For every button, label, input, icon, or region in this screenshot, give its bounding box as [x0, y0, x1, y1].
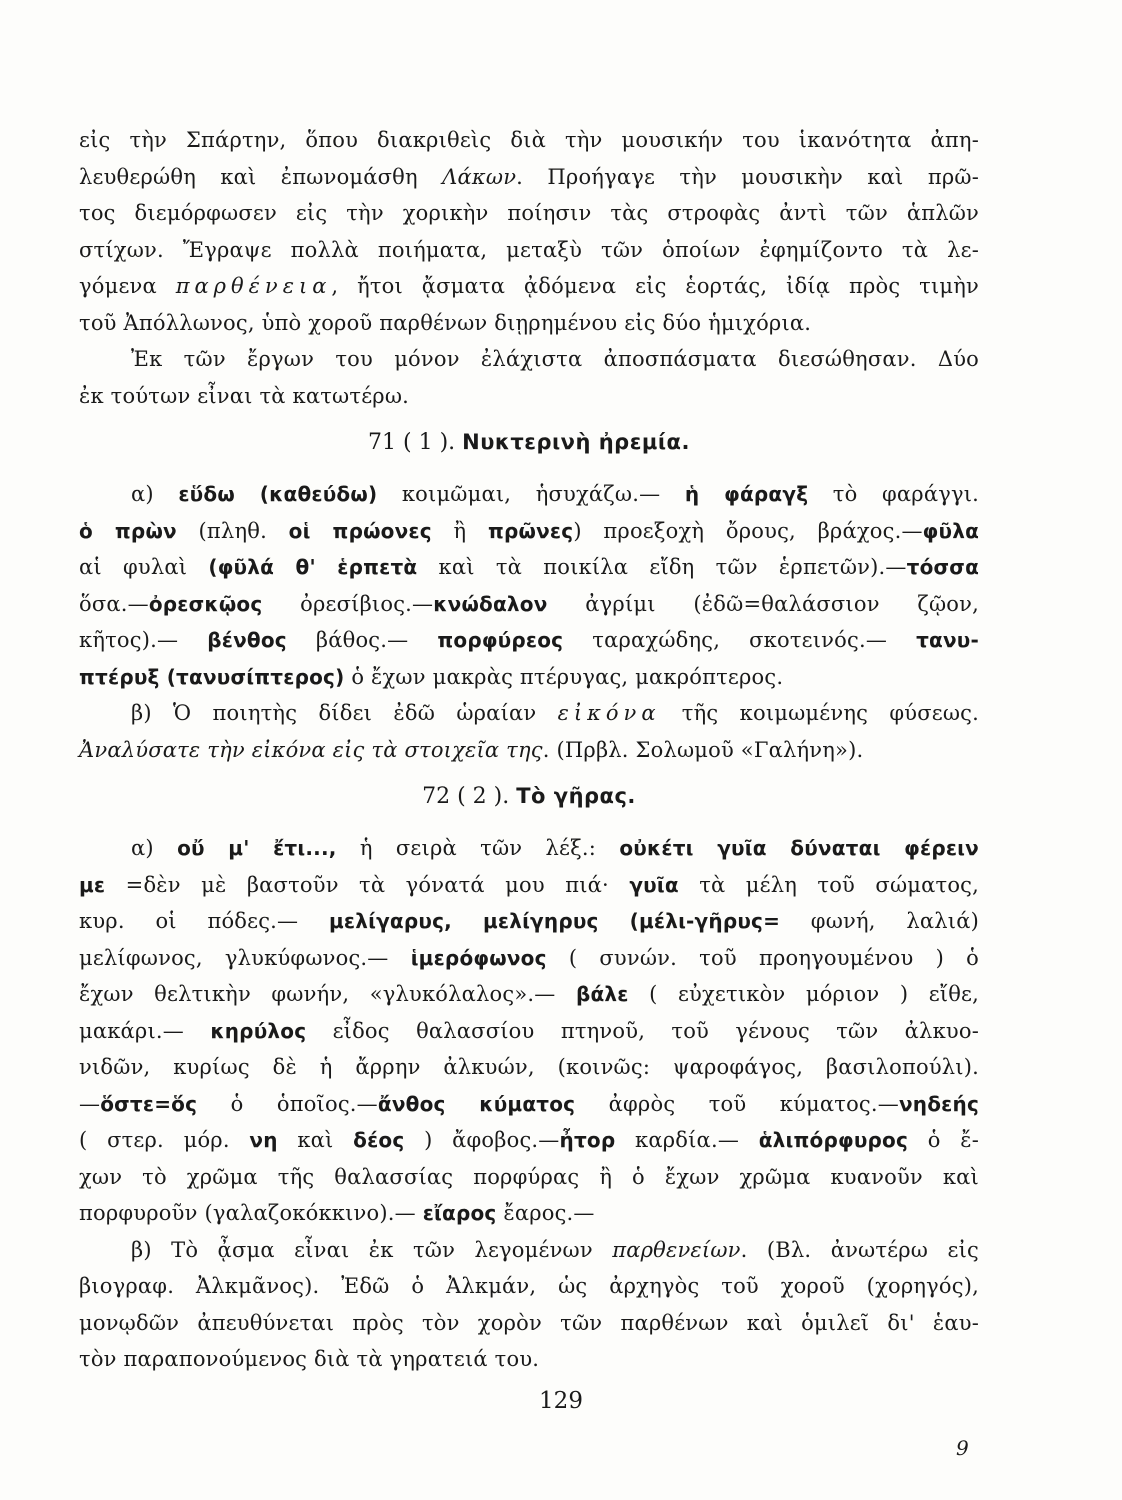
text-line: α) εὕδω (καθεύδω) κοιμῶμαι, ἡσυχάζω.— ἡ φάραγξ τὸ φαράγγι. — [131, 482, 980, 506]
text-line: πτέρυξ (τανυσίπτερος) ὁ ἔχων μακρὰς πτέρυγας, μακρόπτερος. — [79, 664, 784, 689]
page-body — [79, 122, 979, 1378]
text-line: λευθερώθη καὶ ἐπωνομάσθη Λάκων. Προήγαγε τὴν μουσικὴν καὶ πρῶ- — [79, 164, 980, 189]
text-line: βιογραφ. Ἀλκμᾶνος). Ἐδῶ ὁ Ἀλκμάν, ὡς ἀρχηγὸς τοῦ χοροῦ (χορηγός), — [79, 1274, 979, 1298]
text-line: ὅσα.—ὀρεσκῷος ὀρεσίβιος.—κνώδαλον ἀγρίμι (ἐδῶ=θαλάσσιον ζῷον, — [79, 591, 979, 616]
text-line: χων τὸ χρῶμα τῆς θαλασσίας πορφύρας ἢ ὁ ἔχων χρῶμα κυανοῦν καὶ — [79, 1164, 979, 1189]
text-line: ἐκ τούτων εἶναι τὰ κατωτέρω. — [79, 383, 410, 408]
section-72-body — [79, 830, 979, 1378]
text-line: νιδῶν, κυρίως δὲ ἡ ἄρρην ἀλκυών, (κοινῶς: ψαροφάγος, βασιλοπούλι). — [79, 1055, 979, 1079]
section-71-body — [79, 476, 979, 768]
intro-paragraph — [79, 122, 979, 414]
text-line: γόμενα παρθένεια, ἤτοι ᾄσματα ᾀδόμενα εἰς ἑορτάς, ἰδίᾳ πρὸς τιμὴν — [79, 274, 979, 298]
text-line: πορφυροῦν (γαλαζοκόκκινο).— εἴαρος ἔαρος.— — [79, 1201, 595, 1225]
text-line: Ἀναλύσατε τὴν εἰκόνα εἰς τὰ στοιχεῖα της. (Πρβλ. Σολωμοῦ «Γαλήνη»). — [79, 737, 864, 762]
text-line: τος διεμόρφωσεν εἰς τὴν χορικὴν ποίησιν τὰς στροφὰς ἀντὶ τῶν ἁπλῶν — [79, 201, 979, 225]
text-line: ( στερ. μόρ. νη καὶ δέος ) ἄφοβος.—ἦτορ καρδία.— ἁλιπόρφυρος ὁ ἔ- — [79, 1128, 979, 1152]
page-number: 129 — [539, 1388, 583, 1414]
text-line: μακάρι.— κηρύλος εἶδος θαλασσίου πτηνοῦ, τοῦ γένους τῶν ἀλκυο- — [79, 1018, 979, 1043]
text-line: τὸν παραπονούμενος διὰ τὰ γηρατειά του. — [79, 1347, 540, 1371]
text-line: μονῳδῶν ἀπευθύνεται πρὸς τὸν χορὸν τῶν παρθένων καὶ ὁμιλεῖ δι' ἑαυ- — [79, 1310, 979, 1335]
text-line: β) Τὸ ᾆσμα εἶναι ἐκ τῶν λεγομένων παρθενείων. (Βλ. ἀνωτέρω εἰς — [131, 1237, 979, 1262]
section-71-heading: 71 ( 1 ). Νυκτερινὴ ἠρεμία. — [368, 430, 690, 455]
text-line: ἔχων θελτικὴν φωνήν, «γλυκόλαλος».— βάλε ( εὐχετικὸν μόριον ) εἴθε, — [79, 982, 980, 1006]
text-line: β) Ὁ ποιητὴς δίδει ἐδῶ ὡραίαν εἰκόνα τῆς κοιμωμένης φύσεως. — [131, 701, 979, 725]
text-line: με =δὲν μὲ βαστοῦν τὰ γόνατά μου πιά· γυῖα τὰ μέλη τοῦ σώματος, — [79, 872, 979, 897]
text-line: Ἐκ τῶν ἔργων του μόνον ἐλάχιστα ἀποσπάσματα διεσώθησαν. Δύο — [131, 347, 979, 371]
corner-mark: 9 — [956, 1436, 969, 1460]
text-line: εἰς τὴν Σπάρτην, ὅπου διακριθεὶς διὰ τὴν μουσικήν του ἱκανότητα ἀπη- — [79, 128, 979, 152]
text-line: αἱ φυλαὶ (φῦλά θ' ἑρπετὰ καὶ τὰ ποικίλα εἴδη τῶν ἑρπετῶν).—τόσσα — [79, 555, 980, 579]
text-line: —ὅστε=ὅς ὁ ὁποῖος.—ἄνθος κύματος ἀφρὸς τοῦ κύματος.—νηδεής — [79, 1091, 979, 1116]
text-line: κῆτος).— βένθος βάθος.— πορφύρεος ταραχώδης, σκοτεινός.— τανυ- — [79, 628, 979, 652]
text-line: μελίφωνος, γλυκύφωνος.— ἱμερόφωνος ( συνών. τοῦ προηγουμένου ) ὁ — [79, 945, 979, 970]
section-72-heading: 72 ( 2 ). Τὸ γῆρας. — [422, 784, 636, 809]
text-line: στίχων. Ἔγραψε πολλὰ ποιήματα, μεταξὺ τῶν ὁποίων ἐφημίζοντο τὰ λε- — [79, 237, 979, 262]
text-line: κυρ. οἱ πόδες.— μελίγαρυς, μελίγηρυς (μέλι-γῆρυς= φωνή, λαλιά) — [79, 909, 979, 933]
text-line: ὁ πρὼν (πληθ. οἱ πρώονες ἢ πρῶνες) προεξοχὴ ὄρους, βράχος.—φῦλα — [79, 518, 980, 543]
text-line: α) οὔ μ' ἔτι..., ἡ σειρὰ τῶν λέξ.: οὐκέτι γυῖα δύναται φέρειν — [131, 836, 979, 860]
text-line: τοῦ Ἀπόλλωνος, ὑπὸ χοροῦ παρθένων διῃρημένου εἰς δύο ἡμιχόρια. — [79, 310, 812, 335]
